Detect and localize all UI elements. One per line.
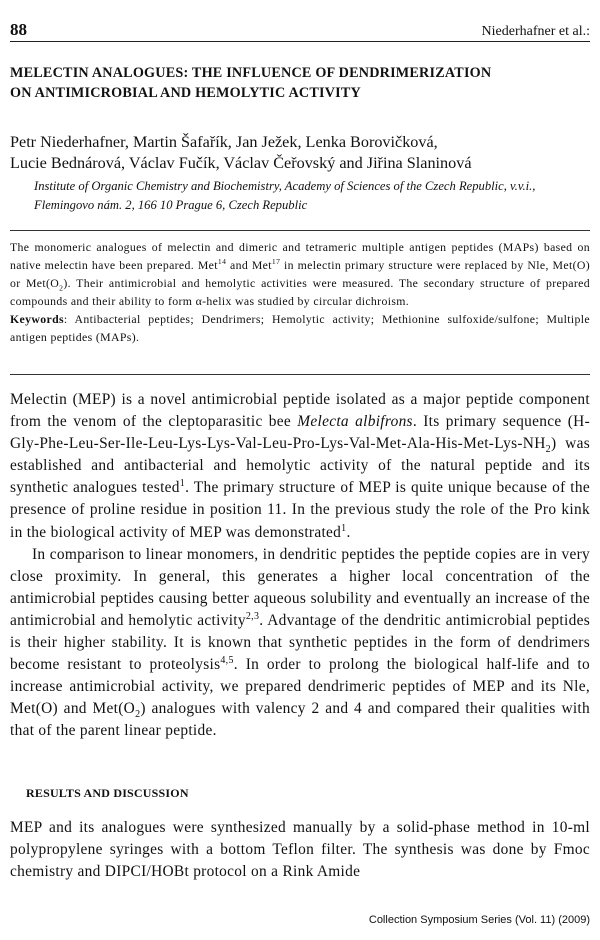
- keywords: [10, 310, 590, 346]
- text-run: ) was established and antibacterial and hemolytic activity of the natural peptide and its synthetic analogues tested: [10, 435, 590, 497]
- text-run: . Advantage of the dendritic antimicrobial peptides is their higher stability. It is known that synthetic peptides in the form of dendrimers become resistant to proteolysis: [10, 611, 590, 674]
- header-rule: [10, 41, 590, 42]
- abstract-part: ). Their antimicrobial and hemolytic activities were measured. The secondary structure of prepared compounds and their ability to form α-helix was studied by circular dichroism.: [10, 276, 590, 308]
- abstract-rule-bottom: [10, 374, 590, 375]
- section-heading: RESULTS AND DISCUSSION: [26, 786, 189, 800]
- text-run: .: [346, 523, 351, 541]
- text-run: . The primary structure of MEP is quite unique because of the presence of proline residue in position 11. In the previous study the role of the Pro kink in the biological activity of MEP was demonstrated: [10, 479, 591, 541]
- superscript: 17: [271, 257, 281, 267]
- running-title: Niederhafner et al.:: [481, 24, 590, 39]
- text-run: In comparison to linear monomers, in dendritic peptides the peptide copies are in very close proximity. In general, this generates a higher local concentration of the antimicrobial peptides causing better aqueous solubility and eventually an increase of the antimicrobial and hemolytic activity: [10, 545, 590, 629]
- authors-line-2: Lucie Bednárová, Václav Fučík, Václav Čeřovský and Jiřina Slaninová: [10, 154, 472, 172]
- abstract: [10, 238, 590, 346]
- abstract-part: and Met: [226, 258, 272, 272]
- text-run: Melectin (MEP) is a novel antimicrobial peptide isolated as a major peptide component from the venom of the cleptoparasitic bee: [10, 391, 590, 431]
- citation-ref: 1: [179, 478, 186, 490]
- keywords-label: Keywords: [10, 312, 64, 326]
- introduction: [10, 389, 590, 743]
- abstract-part: in melectin primary structure were replaced by Nle, Met(O) or Met(O: [10, 258, 591, 290]
- results-text: [10, 817, 590, 883]
- affiliation: [34, 177, 594, 215]
- page-header: [10, 16, 590, 40]
- paragraph: [10, 389, 590, 544]
- page-footer: Collection Symposium Series (Vol. 11) (2009): [368, 914, 590, 926]
- citation-ref: 4,5: [220, 655, 234, 666]
- species-name: Melecta albifrons: [297, 413, 413, 431]
- citation-ref: 1: [341, 522, 347, 534]
- subscript: 2: [59, 283, 64, 293]
- superscript: 14: [217, 257, 227, 267]
- citation-ref: 2,3: [245, 610, 260, 622]
- article-title: [10, 63, 590, 103]
- abstract-rule-top: [10, 230, 590, 231]
- subscript: 2: [135, 709, 141, 721]
- affiliation-line-1: Institute of Organic Chemistry and Biochemistry, Academy of Sciences of the Czech Republic, v.v.i.,: [34, 179, 536, 193]
- page-number: 88: [10, 20, 27, 39]
- keywords-text: : Antibacterial peptides; Dendrimers; Hemolytic activity; Methionine sulfoxide/sulfone; Multiple antigen peptides (MAPs).: [10, 312, 590, 344]
- text-run: . In order to prolong the biological half-life and to increase antimicrobial activity, we prepared dendrimeric peptides of MEP and its Nle, Met(O) and Met(O: [10, 656, 590, 718]
- text-run: ) analogues with valency 2 and 4 and compared their qualities with that of the parent linear peptide.: [10, 700, 591, 740]
- text-run: . Its primary sequence (H-Gly-Phe-Leu-Ser-Ile-Leu-Lys-Lys-Val-Leu-Pro-Lys-Val-Met-Ala-His-Met-Lys-NH: [10, 413, 591, 453]
- affiliation-line-2: Flemingovo nám. 2, 166 10 Prague 6, Czech Republic: [34, 198, 308, 212]
- abstract-part: The monomeric analogues of melectin and dimeric and tetrameric multiple antigen peptides (MAPs) based on native melectin have been prepared. Met: [10, 240, 590, 272]
- author-list: [10, 132, 590, 174]
- title-line-1: MELECTIN ANALOGUES: THE INFLUENCE OF DENDRIMERIZATION: [10, 65, 492, 81]
- title-line-2: ON ANTIMICROBIAL AND HEMOLYTIC ACTIVITY: [10, 85, 361, 101]
- abstract-text: [10, 238, 590, 310]
- paragraph: [10, 544, 590, 743]
- authors-line-1: Petr Niederhafner, Martin Šafařík, Jan Ježek, Lenka Borovičková,: [10, 133, 438, 151]
- subscript: 2: [545, 444, 551, 456]
- paragraph: MEP and its analogues were synthesized manually by a solid-phase method in 10-ml polypropylene syringes with a bottom Teflon filter. The synthesis was done by Fmoc chemistry and DIPCI/HOBt protocol on a Rink Amide: [10, 819, 590, 881]
